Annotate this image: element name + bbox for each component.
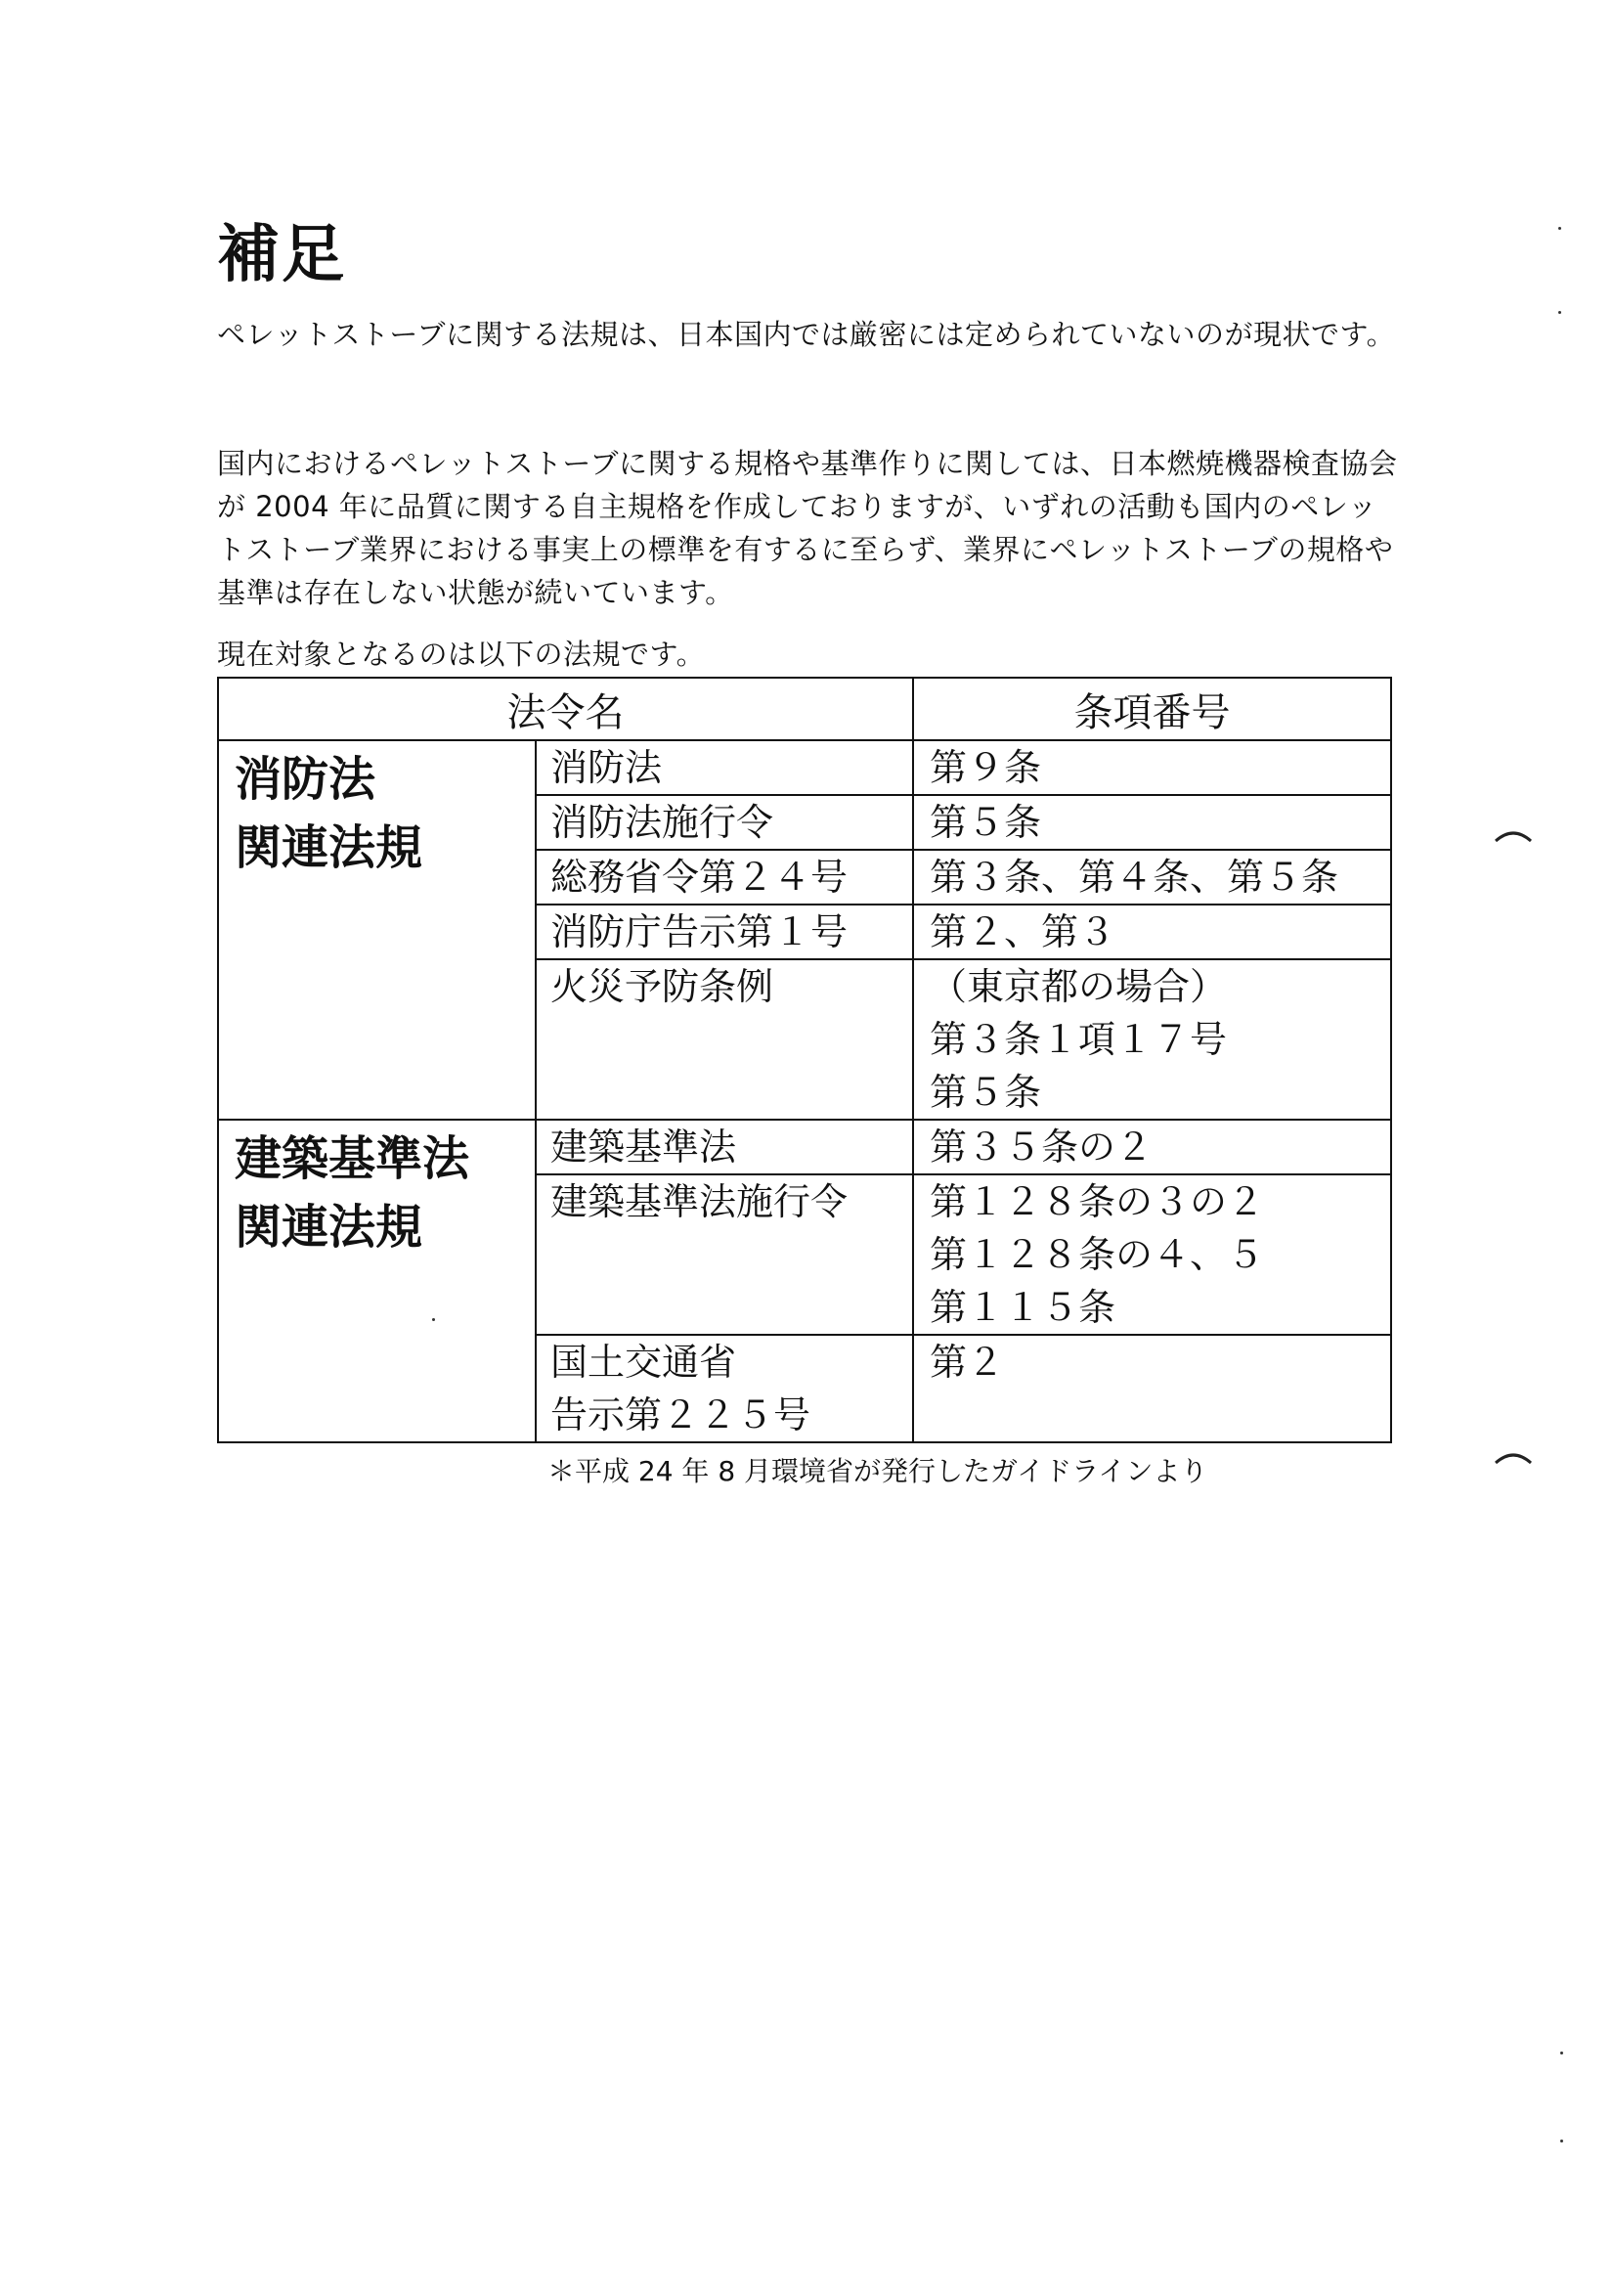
page-title: 補足 <box>217 219 346 291</box>
scan-speck <box>432 1318 435 1321</box>
law-name-cell: 建築基準法 <box>536 1120 913 1174</box>
law-name-cell: 火災予防条例 <box>536 959 913 1120</box>
table-row <box>218 1120 1391 1174</box>
article-cell: 第３条、第４条、第５条 <box>913 850 1391 905</box>
law-table <box>217 677 1392 1443</box>
law-name-cell: 消防法 <box>536 740 913 795</box>
article-cell: 第３５条の２ <box>913 1120 1391 1174</box>
law-name-line: 告示第２２５号 <box>550 1393 811 1436</box>
scan-speck <box>1558 227 1561 230</box>
table-header-row <box>218 678 1391 740</box>
article-cell <box>913 1174 1391 1335</box>
article-cell <box>913 959 1391 1120</box>
group-title-line1: 建築基準法 <box>235 1131 470 1186</box>
group-title-line2: 関連法規 <box>235 820 423 875</box>
group-title-line2: 関連法規 <box>235 1200 423 1255</box>
table-row <box>218 740 1391 795</box>
article-line: 第１１５条 <box>930 1286 1116 1329</box>
article-line: 第１２８条の３の２ <box>930 1180 1265 1223</box>
scan-speck <box>1560 2140 1563 2142</box>
standards-paragraph: 国内におけるペレットストーブに関する規格や基準作りに関しては、日本燃焼機器検査協会が 2004 年に品質に関する自主規格を作成しておりますが、いずれの活動も国内のペレットストーブ業界における事実上の標準を有するに至らず、業界にペレットストーブの規格や基準は存在しない状態が続いています。 <box>217 447 1398 609</box>
law-name-cell: 総務省令第２４号 <box>536 850 913 905</box>
law-name-cell: 消防庁告示第１号 <box>536 905 913 959</box>
scan-speck <box>1558 311 1561 314</box>
article-line: 第５条 <box>930 1071 1042 1114</box>
article-cell: 第２ <box>913 1335 1391 1442</box>
group-label-fire-service <box>218 740 536 1120</box>
article-cell: 第９条 <box>913 740 1391 795</box>
article-cell: 第５条 <box>913 795 1391 850</box>
header-article-number: 条項番号 <box>913 678 1391 740</box>
punch-hole-mark <box>1494 1447 1533 1467</box>
scan-speck <box>1560 2052 1563 2054</box>
group-title-line1: 消防法 <box>235 752 376 807</box>
footnote: ＊平成 24 年 8 月環境省が発行したガイドラインより <box>547 1455 1208 1487</box>
article-line: 第３条１項１７号 <box>930 1018 1228 1061</box>
law-name-line: 国土交通省 <box>550 1341 737 1384</box>
punch-hole-mark <box>1494 825 1533 845</box>
article-line: 第１２８条の４、５ <box>930 1233 1265 1276</box>
article-line: （東京都の場合） <box>930 965 1228 1008</box>
group-label-building-standards <box>218 1120 536 1442</box>
target-laws-intro: 現在対象となるのは以下の法規です。 <box>217 638 706 671</box>
header-law-name: 法令名 <box>218 678 913 740</box>
law-name-cell <box>536 1335 913 1442</box>
intro-paragraph: ペレットストーブに関する法規は、日本国内では厳密には定められていないのが現状です。 <box>217 318 1396 351</box>
law-name-cell: 消防法施行令 <box>536 795 913 850</box>
law-name-cell: 建築基準法施行令 <box>536 1174 913 1335</box>
article-cell: 第２、第３ <box>913 905 1391 959</box>
